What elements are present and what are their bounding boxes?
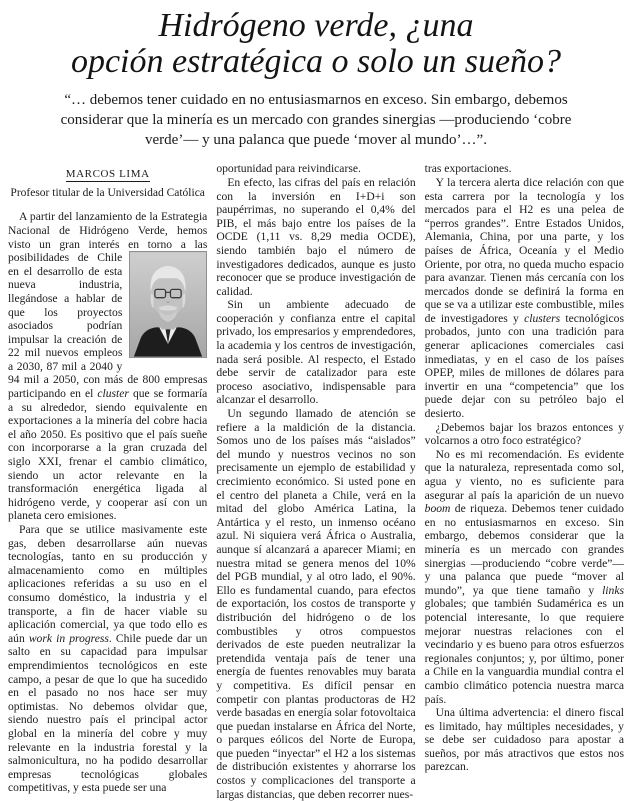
paragraph: A partir del lanzamiento de la Estrategia Nacional de Hidrógeno Verde, hemos visto un gran interés en torno a las posibilidades de Chile en el desarrollo de esta nueva industria, llegándose a hablar de que los proyectos asociados podrían impulsar la creación de 22 mil nuevos empleos a 2030, 87 mil a 2040 y 94 mil a 2050, con más de 800 empresas participando en el cluster que se formaría a su alrededor, siendo equivalente en exportaciones a la minería del cobre hacia el año 2050. Es positivo que el país sueñe con incorporarse a la gran cruzada del siglo XXI, frenar el cambio climático, siendo un actor relevante en la transformación energética ligada al hidrógeno verde, y cooperar así con un planeta cero emisiones.	[8, 210, 208, 523]
author-name: MARCOS LIMA	[65, 168, 150, 181]
column-3-text	[425, 162, 624, 774]
paragraph: En efecto, las cifras del país en relación con la inversión en I+D+i son paupérrimas, no superando el 0,4% del PIB, el más bajo entre los países de la OCDE (1,11 vs. 8,29 media OCDE), siendo también bajo el número de investigadores dedicados, aunque es justo reconocer que se produce investigación de calidad.	[216, 175, 416, 298]
column-3	[425, 162, 624, 801]
paragraph: Para que se utilice masivamente este gas, deben desarrollarse aún nuevas tecnologías, tanto en su producción y almacenamiento como en múltiples aplicaciones referidas a su uso en el consumo doméstico, la industria y el transporte, a fin de hacer viable su aplicación comercial, ya que todo ello es aún work in progress. Chile puede dar un salto en su capacidad para impulsar emprendimientos tecnológicos en este campo, a pesar de que lo que ha sucedido en el pasado no nos hace ser muy optimistas. No debemos olvidar que, siendo nuestro país el principal actor global en la minería del cobre y muy relevante en la industria forestal y la salmonicultura, no ha podido desarrollar empresas tecnológicas globales competitivas, y esta puede ser una	[8, 523, 208, 795]
article-title	[8, 8, 624, 80]
author-portrait-photo	[129, 251, 207, 358]
column-2	[216, 162, 415, 801]
title-line-1: Hidrógeno verde, ¿una	[158, 7, 474, 44]
column-1-text	[8, 210, 207, 795]
article-columns	[8, 162, 624, 801]
column-1	[8, 162, 207, 801]
paragraph: oportunidad para reivindicarse.	[216, 162, 361, 176]
title-line-2: opción estratégica o solo un sueño?	[70, 43, 562, 81]
paragraph: Y la tercera alerta dice relación con que esta carrera por la tecnología y los mercados para el H2 es una pelea de “perros grandes”. Entre Estados Unidos, Alemania, China, por una parte, y los países de África, Oceanía y el Medio Oriente, por otra, no queda mucho espacio para avanzar. Tienen más cercanía con los mercados donde se definirá la forma en que se va a utilizar este combustible, miles de investigadores y clusters tecnológicos probados, junto con una tradición para generar aplicaciones comerciales casi inmediatas, y en el caso de los países OPEP, miles de millones de dólares para invertir en una “competencia” que los puede dejar con su petróleo bajo el desierto.	[424, 175, 624, 421]
paragraph: tras exportaciones.	[424, 162, 512, 176]
portrait-illustration	[130, 252, 206, 357]
paragraph: Una última advertencia: el dinero fiscal es limitado, hay múltiples necesidades, y se debe ser cuidadoso para apostar a sueños, por más atractivos que estos nos parezcan.	[424, 706, 624, 774]
column-2-text	[216, 162, 415, 801]
paragraph: Un segundo llamado de atención se refiere a la maldición de la distancia. Somos uno de los países más “aislados” del mundo y nuestros vecinos no son precisamente un ejemplo de estabilidad y crecimiento económico. Si usted pone en el centro del planeta a Chile, verá en la mitad del globo América Latina, la Antártica y el resto, un inmenso océano azul. Ni siquiera verá África o Australia, aunque sí alcanzará a aparecer Miami; en nuestra mitad se genera menos del 10% del PGB mundial, y al otro lado, el 90%. Ello es fundamental cuando, para efectos de exportación, los costos de transporte y distribución del hidrógeno o de los combustibles y otros compuestos derivados de este pueden neutralizar la pretendida ventaja país de tener una energía de fuentes renovables muy barata y competitiva. Es difícil pensar en competir con plantas productoras de H2 verde basadas en energía solar fotovoltaica que puedan instalarse en África del Norte, o parques eólicos del Norte de Europa, que pueden “inyectar” el H2 a los sistemas de distribución existentes y ahorrarse los costos y complicaciones del transporte a largas distancias, que deben recorrer nues-	[216, 407, 416, 801]
author-byline	[8, 164, 207, 199]
paragraph: ¿Debemos bajar los brazos entonces y volcarnos a otro foco estratégico?	[424, 420, 624, 448]
pull-quote: “… debemos tener cuidado en no entusiasmarnos en exceso. Sin embargo, debemos considerar que la minería es un mercado con grandes sinergias —produciendo ‘cobre verde’— y una palanca que puede ‘mover al mundo’…”.	[60, 92, 572, 149]
paragraph: No es mi recomendación. Es evidente que la naturaleza, representada como sol, agua y viento, no es suficiente para asegurar al país la aparición de un nuevo boom de riqueza. Debemos tener cuidado en no entusiasmarnos en exceso. Sin embargo, debemos considerar que la minería es un mercado con grandes sinergias —produciendo “cobre verde”— y una palanca que puede “mover al mundo”, ya que tiene tamaño y links globales; que también Sudamérica es un potencial interesante, lo que requiere mejorar nuestras relaciones con el vecindario y es bueno para otros esfuerzos regionales conjuntos; y, por último, poner a Chile en la vanguardia mundial contra el cambio climático potencia nuestra marca país.	[424, 447, 624, 706]
author-role: Profesor titular de la Universidad Católica	[10, 187, 205, 200]
paragraph: Sin un ambiente adecuado de cooperación y confianza entre el capital privado, los empresarios y emprendedores, la academia y los centros de investigación, nada será posible. Al respecto, el Estado debe servir de catalizador para este proceso asociativo, indispensable para alcanzar el desarrollo.	[216, 298, 416, 407]
